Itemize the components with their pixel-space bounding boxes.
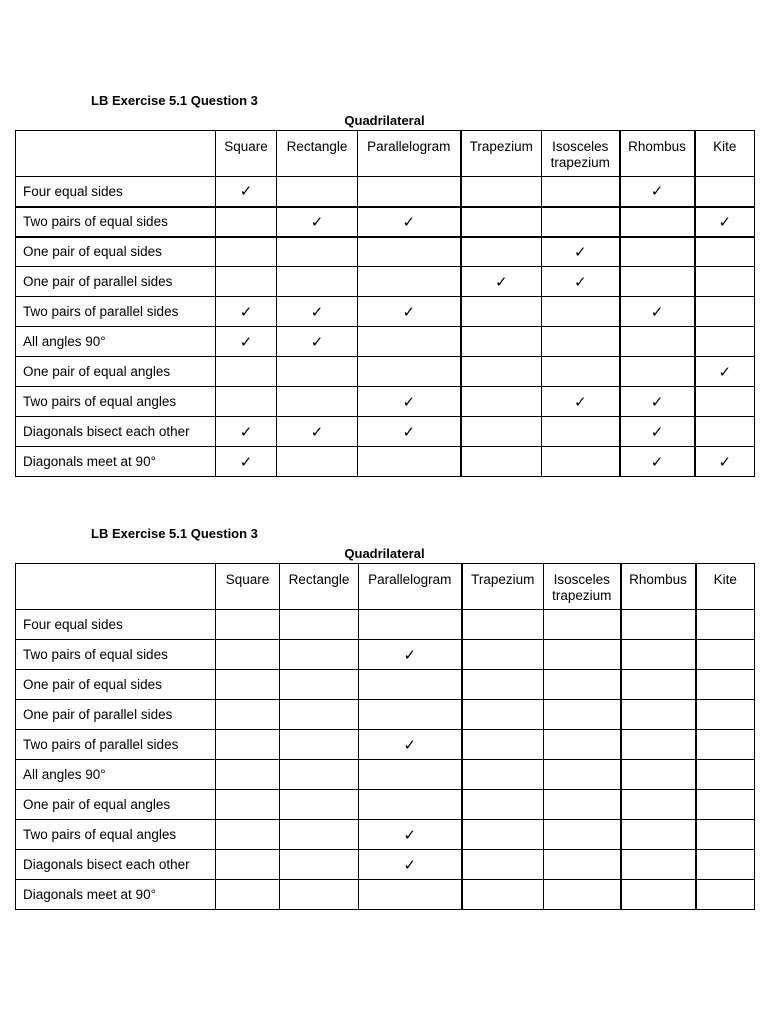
column-header: Isosceles trapezium xyxy=(544,564,621,610)
table-cell xyxy=(359,730,462,760)
table-cell xyxy=(544,670,621,700)
table-cell xyxy=(544,700,621,730)
table-cell xyxy=(620,177,695,207)
table-cell xyxy=(358,327,461,357)
checkmark-icon: ✓ xyxy=(310,212,324,231)
table-row xyxy=(16,447,755,477)
table-caption: Quadrilateral xyxy=(344,546,425,561)
row-label: Diagonals meet at 90° xyxy=(16,447,216,477)
table-cell xyxy=(277,447,358,477)
checkmark-icon: ✓ xyxy=(310,422,324,441)
row-label: Diagonals bisect each other xyxy=(16,850,216,880)
table-cell xyxy=(216,387,277,417)
table-cell xyxy=(542,297,620,327)
checkmark-icon: ✓ xyxy=(402,302,416,321)
table-cell xyxy=(620,207,695,237)
table-cell xyxy=(621,640,696,670)
checkmark-icon: ✓ xyxy=(403,855,417,874)
table-cell xyxy=(359,790,462,820)
checkmark-icon: ✓ xyxy=(403,735,417,754)
table-cell xyxy=(277,297,358,327)
table-cell xyxy=(696,640,755,670)
table-cell xyxy=(695,447,755,477)
table-cell xyxy=(542,387,620,417)
table-cell xyxy=(216,237,277,267)
table-cell xyxy=(695,417,755,447)
table-cell xyxy=(216,790,280,820)
table-row xyxy=(16,670,755,700)
column-header: Rectangle xyxy=(280,564,359,610)
table-cell xyxy=(544,640,621,670)
table-cell xyxy=(696,610,755,640)
table-row xyxy=(16,387,755,417)
exercise-title: LB Exercise 5.1 Question 3 xyxy=(91,93,258,108)
column-header: Trapezium xyxy=(462,564,544,610)
row-label: Diagonals bisect each other xyxy=(16,417,216,447)
table-cell xyxy=(542,237,620,267)
table-cell xyxy=(280,820,359,850)
table-cell xyxy=(461,417,542,447)
table-cell xyxy=(462,670,544,700)
table-row xyxy=(16,267,755,297)
table-cell xyxy=(358,207,461,237)
row-label: Two pairs of equal sides xyxy=(16,207,216,237)
table-cell xyxy=(358,237,461,267)
header-row xyxy=(16,564,755,610)
table-cell xyxy=(277,417,358,447)
table-cell xyxy=(621,610,696,640)
table-cell xyxy=(621,820,696,850)
exercise-title: LB Exercise 5.1 Question 3 xyxy=(91,526,258,541)
column-header: Rhombus xyxy=(620,131,695,177)
checkmark-icon: ✓ xyxy=(650,452,664,471)
table-cell xyxy=(620,387,695,417)
table-cell xyxy=(544,760,621,790)
table-cell xyxy=(358,177,461,207)
table-cell xyxy=(280,880,359,910)
table-cell xyxy=(280,760,359,790)
table-cell xyxy=(358,357,461,387)
table-cell xyxy=(358,417,461,447)
table-cell xyxy=(277,207,358,237)
table-cell xyxy=(462,700,544,730)
table-cell xyxy=(216,760,280,790)
table-cell xyxy=(216,820,280,850)
table-cell xyxy=(359,640,462,670)
table-cell xyxy=(216,640,280,670)
checkmark-icon: ✓ xyxy=(650,182,664,201)
checkmark-icon: ✓ xyxy=(573,392,587,411)
table-cell xyxy=(358,387,461,417)
table-row xyxy=(16,850,755,880)
table-row xyxy=(16,640,755,670)
table-cell xyxy=(620,447,695,477)
row-label: All angles 90° xyxy=(16,760,216,790)
table-cell xyxy=(696,700,755,730)
checkmark-icon: ✓ xyxy=(650,392,664,411)
table-cell xyxy=(358,267,461,297)
checkmark-icon: ✓ xyxy=(718,212,732,231)
row-label: Two pairs of equal angles xyxy=(16,820,216,850)
column-header: Parallelogram xyxy=(358,131,461,177)
table-cell xyxy=(695,357,755,387)
table-cell xyxy=(544,790,621,820)
checkmark-icon: ✓ xyxy=(310,302,324,321)
checkmark-icon: ✓ xyxy=(718,452,732,471)
column-header: Isosceles trapezium xyxy=(542,131,620,177)
checkmark-icon: ✓ xyxy=(239,182,253,201)
row-label: Two pairs of equal sides xyxy=(16,640,216,670)
checkmark-icon: ✓ xyxy=(402,212,416,231)
table-cell xyxy=(620,267,695,297)
table-cell xyxy=(461,177,542,207)
table-row xyxy=(16,820,755,850)
table-cell xyxy=(542,417,620,447)
table-cell xyxy=(620,297,695,327)
table-cell xyxy=(542,447,620,477)
table-cell xyxy=(358,297,461,327)
row-label: Two pairs of equal angles xyxy=(16,387,216,417)
table-cell xyxy=(216,177,277,207)
column-header: Trapezium xyxy=(461,131,542,177)
row-label: One pair of equal sides xyxy=(16,237,216,267)
table-cell xyxy=(620,357,695,387)
table-row xyxy=(16,177,755,207)
row-label: One pair of parallel sides xyxy=(16,267,216,297)
table-cell xyxy=(216,297,277,327)
table-cell xyxy=(359,850,462,880)
table-row xyxy=(16,327,755,357)
table-cell xyxy=(216,267,277,297)
table-cell xyxy=(621,880,696,910)
table-cell xyxy=(358,447,461,477)
checkmark-icon: ✓ xyxy=(403,825,417,844)
table-cell xyxy=(542,177,620,207)
table-cell xyxy=(695,237,755,267)
table-cell xyxy=(462,820,544,850)
column-header: Parallelogram xyxy=(359,564,462,610)
table-cell xyxy=(359,880,462,910)
table-cell xyxy=(621,670,696,700)
table-cell xyxy=(216,670,280,700)
table-cell xyxy=(544,880,621,910)
table-cell xyxy=(461,207,542,237)
table-cell xyxy=(280,610,359,640)
table-row xyxy=(16,790,755,820)
table-cell xyxy=(359,820,462,850)
checkmark-icon: ✓ xyxy=(310,332,324,351)
table-cell xyxy=(462,610,544,640)
table-cell xyxy=(544,610,621,640)
table-cell xyxy=(277,177,358,207)
table-cell xyxy=(461,327,542,357)
table-cell xyxy=(359,760,462,790)
row-label: All angles 90° xyxy=(16,327,216,357)
table-cell xyxy=(462,880,544,910)
table-cell xyxy=(280,850,359,880)
table-cell xyxy=(462,640,544,670)
column-header: Square xyxy=(216,131,277,177)
column-header: Square xyxy=(216,564,280,610)
column-header: Rectangle xyxy=(277,131,358,177)
table-cell xyxy=(280,640,359,670)
table-cell xyxy=(216,880,280,910)
table-cell xyxy=(695,387,755,417)
table-cell xyxy=(696,820,755,850)
table-cell xyxy=(696,790,755,820)
checkmark-icon: ✓ xyxy=(239,302,253,321)
checkmark-icon: ✓ xyxy=(403,645,417,664)
table-cell xyxy=(621,730,696,760)
table-cell xyxy=(695,297,755,327)
table-cell xyxy=(462,790,544,820)
table-cell xyxy=(277,357,358,387)
checkmark-icon: ✓ xyxy=(718,362,732,381)
table-cell xyxy=(542,327,620,357)
table-row xyxy=(16,610,755,640)
table-cell xyxy=(620,417,695,447)
table-cell xyxy=(216,700,280,730)
row-label: One pair of equal angles xyxy=(16,790,216,820)
table-cell xyxy=(216,327,277,357)
table-cell xyxy=(695,267,755,297)
table-row xyxy=(16,730,755,760)
checkmark-icon: ✓ xyxy=(402,422,416,441)
table-cell xyxy=(696,850,755,880)
table-cell xyxy=(216,610,280,640)
table-cell xyxy=(695,207,755,237)
table-row xyxy=(16,760,755,790)
table-cell xyxy=(462,850,544,880)
table-cell xyxy=(280,790,359,820)
table-row xyxy=(16,297,755,327)
checkmark-icon: ✓ xyxy=(239,422,253,441)
table-cell xyxy=(216,730,280,760)
header-row xyxy=(16,131,755,177)
table-cell xyxy=(461,387,542,417)
table-cell xyxy=(695,327,755,357)
table-caption: Quadrilateral xyxy=(344,113,425,128)
table-row xyxy=(16,357,755,387)
column-header: Kite xyxy=(695,131,755,177)
table-cell xyxy=(696,670,755,700)
checkmark-icon: ✓ xyxy=(402,392,416,411)
table-cell xyxy=(621,790,696,820)
row-label: One pair of equal angles xyxy=(16,357,216,387)
table-cell xyxy=(621,700,696,730)
row-label: Four equal sides xyxy=(16,177,216,207)
table-row xyxy=(16,417,755,447)
column-header: Kite xyxy=(696,564,755,610)
table-cell xyxy=(621,850,696,880)
table-cell xyxy=(620,327,695,357)
quadrilateral-properties-table xyxy=(15,130,755,477)
table-cell xyxy=(277,267,358,297)
checkmark-icon: ✓ xyxy=(650,302,664,321)
table-cell xyxy=(277,327,358,357)
table-cell xyxy=(544,730,621,760)
table-cell xyxy=(359,670,462,700)
table-cell xyxy=(544,820,621,850)
table-cell xyxy=(696,760,755,790)
table-cell xyxy=(280,730,359,760)
checkmark-icon: ✓ xyxy=(239,452,253,471)
corner-cell xyxy=(16,564,216,610)
table-cell xyxy=(461,447,542,477)
table-cell xyxy=(462,730,544,760)
table-cell xyxy=(542,207,620,237)
table-cell xyxy=(696,880,755,910)
table-cell xyxy=(461,267,542,297)
table-cell xyxy=(462,760,544,790)
table-cell xyxy=(359,610,462,640)
checkmark-icon: ✓ xyxy=(650,422,664,441)
table-cell xyxy=(280,700,359,730)
table-cell xyxy=(216,357,277,387)
table-cell xyxy=(544,850,621,880)
table-row xyxy=(16,880,755,910)
table-cell xyxy=(696,730,755,760)
table-cell xyxy=(359,700,462,730)
table-cell xyxy=(461,357,542,387)
table-cell xyxy=(216,207,277,237)
table-cell xyxy=(461,297,542,327)
table-cell xyxy=(461,237,542,267)
table-row xyxy=(16,207,755,237)
checkmark-icon: ✓ xyxy=(239,332,253,351)
checkmark-icon: ✓ xyxy=(494,272,508,291)
table-row xyxy=(16,700,755,730)
row-label: Two pairs of parallel sides xyxy=(16,730,216,760)
table-row xyxy=(16,237,755,267)
table-cell xyxy=(277,387,358,417)
table-cell xyxy=(216,850,280,880)
quadrilateral-properties-table xyxy=(15,563,755,910)
table-cell xyxy=(216,447,277,477)
row-label: Diagonals meet at 90° xyxy=(16,880,216,910)
column-header: Rhombus xyxy=(621,564,696,610)
checkmark-icon: ✓ xyxy=(573,242,587,261)
table-cell xyxy=(277,237,358,267)
row-label: Four equal sides xyxy=(16,610,216,640)
corner-cell xyxy=(16,131,216,177)
table-cell xyxy=(695,177,755,207)
row-label: One pair of parallel sides xyxy=(16,700,216,730)
table-cell xyxy=(621,760,696,790)
row-label: One pair of equal sides xyxy=(16,670,216,700)
table-cell xyxy=(280,670,359,700)
row-label: Two pairs of parallel sides xyxy=(16,297,216,327)
table-cell xyxy=(542,357,620,387)
table-cell xyxy=(216,417,277,447)
table-cell xyxy=(542,267,620,297)
checkmark-icon: ✓ xyxy=(573,272,587,291)
table-cell xyxy=(620,237,695,267)
